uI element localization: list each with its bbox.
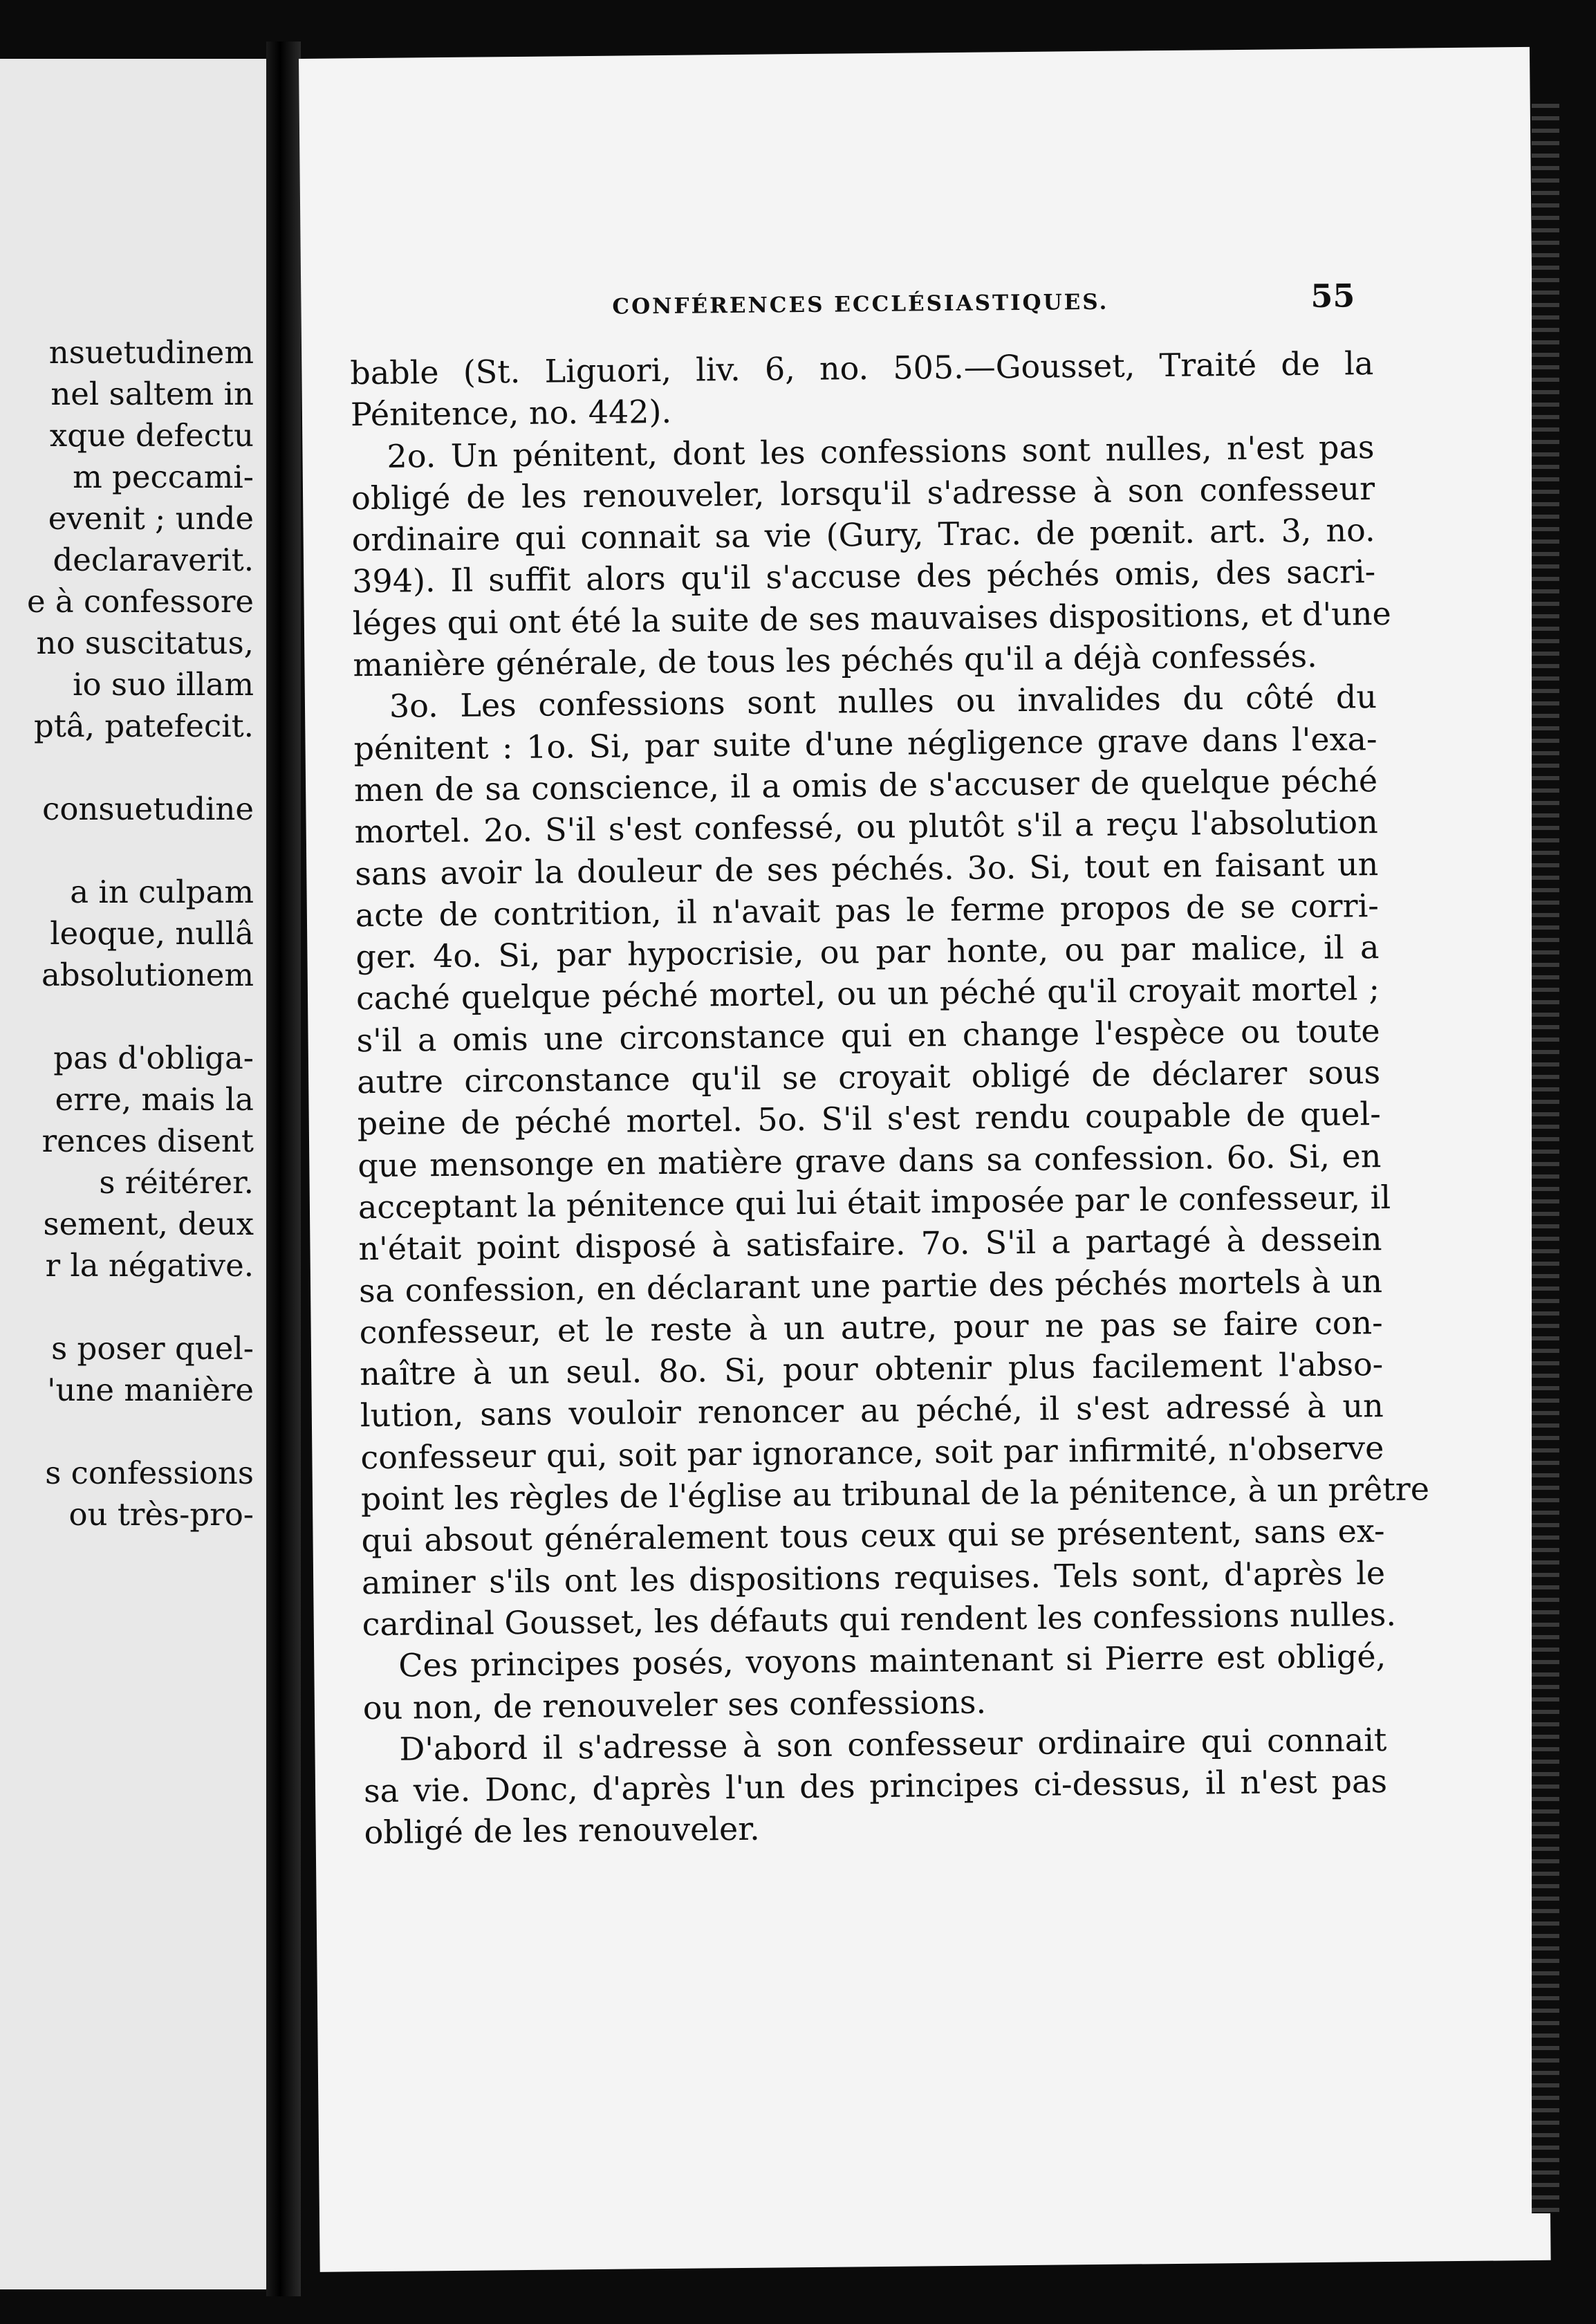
body-line: autre circonstance qu'il se croyait obligé de déclarer sous bbox=[356, 1053, 1381, 1101]
previous-page-line: s confessions bbox=[45, 1455, 254, 1491]
previous-page-line: no suscitatus, bbox=[36, 625, 254, 661]
previous-page-line: sement, deux bbox=[43, 1206, 254, 1242]
body-line: pénitent : 1o. Si, par suite d'une négligence grave dans l'exa- bbox=[353, 719, 1377, 767]
page-stack-edge bbox=[1532, 104, 1559, 2213]
body-line: ordinaire qui connait sa vie (Gury, Trac. de pœnit. art. 3, no. bbox=[351, 511, 1375, 559]
previous-page-line: pas d'obliga- bbox=[53, 1040, 254, 1076]
body-line: que mensonge en matière grave dans sa confession. 6o. Si, en bbox=[358, 1136, 1382, 1184]
previous-page-line: rences disent bbox=[41, 1123, 254, 1159]
previous-page-line: io suo illam bbox=[73, 666, 254, 703]
previous-page-line: r la négative. bbox=[45, 1247, 254, 1284]
previous-page-line: nel saltem in bbox=[50, 376, 254, 412]
previous-page-line: e à confessore bbox=[26, 583, 254, 620]
previous-page-line: evenit ; unde bbox=[48, 500, 254, 537]
body-line: confesseur, et le reste à un autre, pour ne pas se faire con- bbox=[359, 1303, 1383, 1352]
body-line: 2o. Un pénitent, dont les confessions sont nulles, n'est pas bbox=[387, 427, 1375, 475]
previous-page-line: ptâ, patefecit. bbox=[34, 708, 254, 744]
previous-page-line: 'une manière bbox=[47, 1372, 254, 1408]
body-line: sa confession, en déclarant une partie des péchés mortels à un bbox=[358, 1262, 1383, 1309]
page-number: 55 bbox=[1310, 277, 1355, 315]
body-line: cardinal Gousset, les défauts qui rendent les confessions nulles. bbox=[362, 1595, 1397, 1643]
body-line: n'était point disposé à satisfaire. 7o. S'il a partagé à dessein bbox=[358, 1220, 1382, 1268]
body-line: lution, sans vouloir renoncer au péché, il s'est adressé à un bbox=[360, 1387, 1384, 1435]
body-line: qui absout généralement tous ceux qui se présentent, sans ex- bbox=[361, 1512, 1385, 1560]
body-line: sans avoir la douleur de ses péchés. 3o. Si, tout en faisant un bbox=[355, 845, 1379, 892]
body-line: men de sa conscience, il a omis de s'accuser de quelque péché bbox=[353, 762, 1378, 809]
previous-page-line: m peccami- bbox=[73, 459, 254, 495]
body-line: D'abord il s'adresse à son confesseur ordinaire qui connait bbox=[399, 1720, 1387, 1768]
page-body bbox=[350, 342, 1430, 1854]
previous-page-line: ou très-pro- bbox=[68, 1496, 254, 1533]
running-head: CONFÉRENCES ECCLÉSIASTIQUES. bbox=[612, 289, 1109, 320]
body-line: 394). Il suffit alors qu'il s'accuse des péchés omis, des sacri- bbox=[351, 553, 1376, 600]
body-line: 3o. Les confessions sont nulles ou invalides du côté du bbox=[389, 678, 1377, 726]
previous-page bbox=[0, 59, 266, 2289]
previous-page-line: s poser quel- bbox=[51, 1330, 254, 1367]
body-line: aminer s'ils ont les dispositions requises. Tels sont, d'après le bbox=[361, 1553, 1386, 1601]
body-line: mortel. 2o. S'il s'est confessé, ou plutôt s'il a reçu l'absolution bbox=[354, 803, 1378, 851]
book-gutter bbox=[266, 42, 301, 2296]
previous-page-line: consuetudine bbox=[42, 791, 254, 827]
body-line: peine de péché mortel. 5o. S'il s'est rendu coupable de quel- bbox=[357, 1095, 1381, 1143]
previous-page-line: leoque, nullâ bbox=[50, 915, 254, 952]
body-line: sa vie. Donc, d'après l'un des principes ci-dessus, il n'est pas bbox=[363, 1762, 1388, 1810]
previous-page-line: a in culpam bbox=[70, 874, 254, 910]
body-line: léges qui ont été la suite de ses mauvaises dispositions, et d'une bbox=[352, 594, 1391, 643]
body-line: bable (St. Liguori, liv. 6, no. 505.—Gousset, Traité de la bbox=[350, 344, 1374, 392]
body-line: ger. 4o. Si, par hypocrisie, ou par honte, ou par malice, il a bbox=[355, 928, 1380, 976]
body-line: obligé de les renouveler. bbox=[364, 1810, 761, 1852]
body-line: confesseur qui, soit par ignorance, soit par infirmité, n'observe bbox=[360, 1428, 1384, 1476]
body-line: acte de contrition, il n'avait pas le ferme propos de se corri- bbox=[355, 886, 1380, 934]
body-line: point les règles de l'église au tribunal de la pénitence, à un prêtre bbox=[360, 1470, 1430, 1518]
body-line: naître à un seul. 8o. Si, pour obtenir plus facilement l'abso- bbox=[359, 1345, 1384, 1393]
body-line: Pénitence, no. 442). bbox=[350, 393, 672, 434]
body-line: Ces principes posés, voyons maintenant si Pierre est obligé, bbox=[398, 1637, 1386, 1684]
body-line: obligé de les renouveler, lorsqu'il s'adresse à son confesseur bbox=[351, 469, 1375, 517]
book-page bbox=[299, 47, 1551, 2272]
body-line: manière générale, de tous les péchés qu'il a déjà confessés. bbox=[353, 636, 1317, 684]
body-line: caché quelque péché mortel, ou un péché qu'il croyait mortel ; bbox=[355, 970, 1380, 1017]
previous-page-line: absolutionem bbox=[41, 957, 254, 993]
previous-page-line: nsuetudinem bbox=[48, 334, 254, 371]
previous-page-line: erre, mais la bbox=[55, 1081, 254, 1118]
body-line: s'il a omis une circonstance qui en change l'espèce ou toute bbox=[356, 1011, 1380, 1060]
previous-page-line: s réitérer. bbox=[99, 1164, 254, 1201]
previous-page-line: xque defectu bbox=[49, 417, 254, 454]
previous-page-line: declaraverit. bbox=[53, 542, 254, 578]
body-line: ou non, de renouveler ses confessions. bbox=[362, 1683, 987, 1726]
body-line: acceptant la pénitence qui lui était imposée par le confesseur, il bbox=[358, 1178, 1391, 1226]
